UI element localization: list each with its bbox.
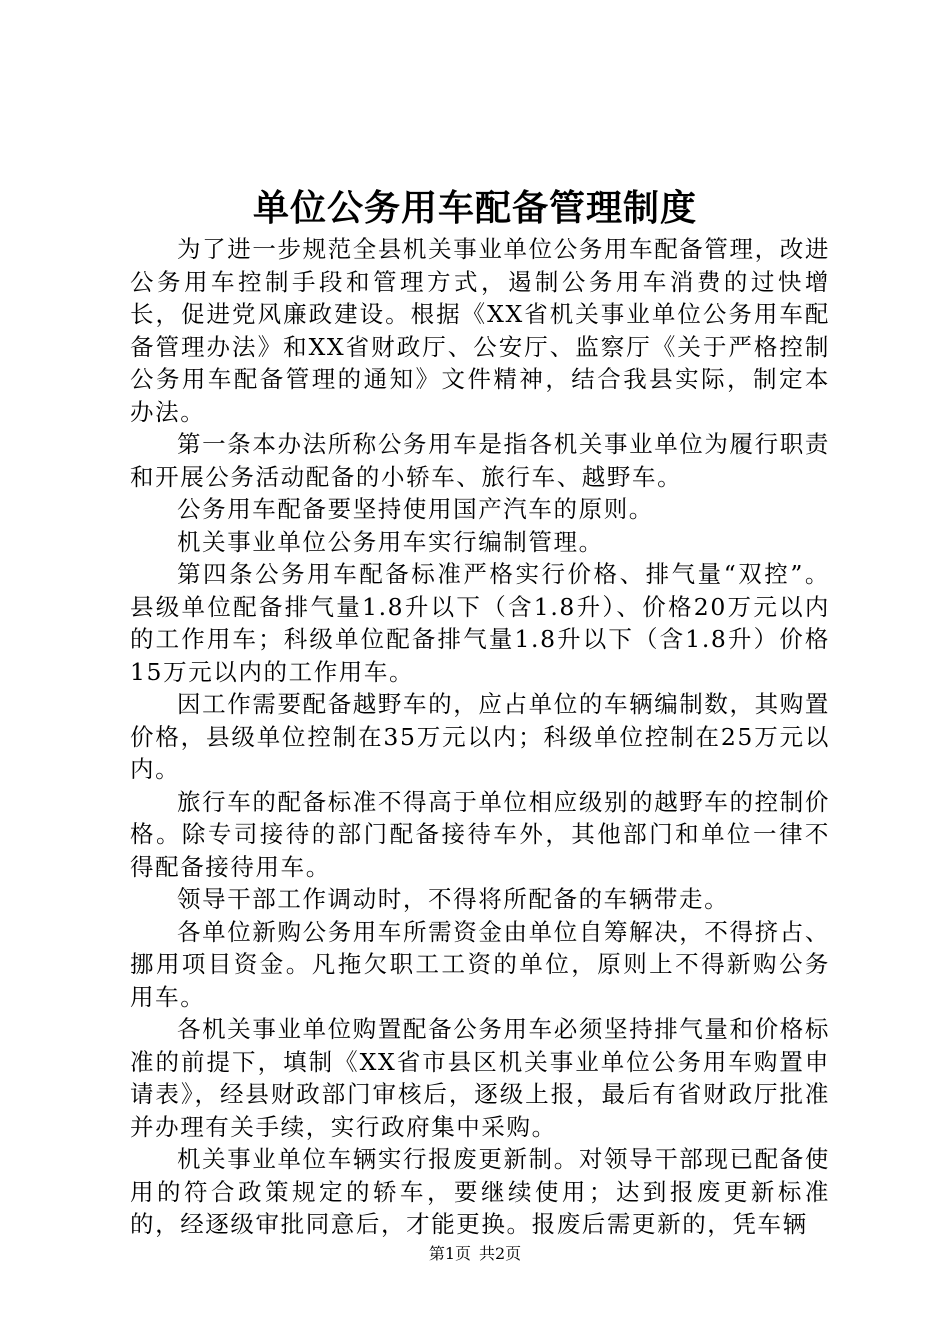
paragraph-travel-vehicles: 旅行车的配备标准不得高于单位相应级别的越野车的控制价格。除专司接待的部门配备接待车外，其他部门和单位一律不得配备接待用车。 [130, 787, 830, 881]
paragraph-offroad-vehicles: 因工作需要配备越野车的，应占单位的车辆编制数，其购置价格，县级单位控制在35万元以内；科级单位控制在25万元以内。 [130, 690, 830, 783]
paragraph-quota-management: 机关事业单位公务用车实行编制管理。 [177, 527, 604, 556]
page-number: 第1页 [428, 1244, 471, 1263]
paragraph-transfer-rule: 领导干部工作调动时，不得将所配备的车辆带走。 [177, 885, 730, 913]
page-footer [0, 1243, 950, 1265]
page-title: 单位公务用车配备管理制度 [252, 187, 697, 229]
paragraph-domestic-cars: 公务用车配备要坚持使用国产汽车的原则。 [177, 495, 654, 523]
document-body [130, 233, 830, 1241]
paragraph-scrap-renewal: 机关事业单位车辆实行报废更新制。对领导干部现已配备使用的符合政策规定的轿车，要继续使用；达到报废更新标准的，经逐级审批同意后，才能更换。报废后需更新的，凭车辆 [130, 1145, 830, 1238]
paragraph-funding: 各单位新购公务用车所需资金由单位自筹解决，不得挤占、挪用项目资金。凡拖欠职工工资的单位，原则上不得新购公务用车。 [130, 917, 830, 1011]
page-count: 共2页 [479, 1244, 522, 1263]
paragraph-article-1: 第一条本办法所称公务用车是指各机关事业单位为履行职责和开展公务活动配备的小轿车、旅行车、越野车。 [130, 430, 830, 491]
paragraph-intro: 为了进一步规范全县机关事业单位公务用车配备管理，改进公务用车控制手段和管理方式，遏制公务用车消费的过快增长，促进党风廉政建设。根据《XX省机关事业单位公务用车配备管理办法》和XX省财政厅、公安厅、监察厅《关于严格控制公务用车配备管理的通知》文件精神，结合我县实际，制定本办法。 [130, 235, 830, 426]
paragraph-purchase-approval: 各机关事业单位购置配备公务用车必须坚持排气量和价格标准的前提下，填制《XX省市县区机关事业单位公务用车购置申请表》，经县财政部门审核后，逐级上报，最后有省财政厅批准并办理有关手续，实行政府集中采购。 [130, 1015, 830, 1141]
paragraph-article-4: 第四条公务用车配备标准严格实行价格、排气量“双控”。县级单位配备排气量1.8升以下（含1.8升）、价格20万元以内的工作用车；科级单位配备排气量1.8升以下（含1.8升）价格15万元以内的工作用车。 [130, 560, 830, 686]
